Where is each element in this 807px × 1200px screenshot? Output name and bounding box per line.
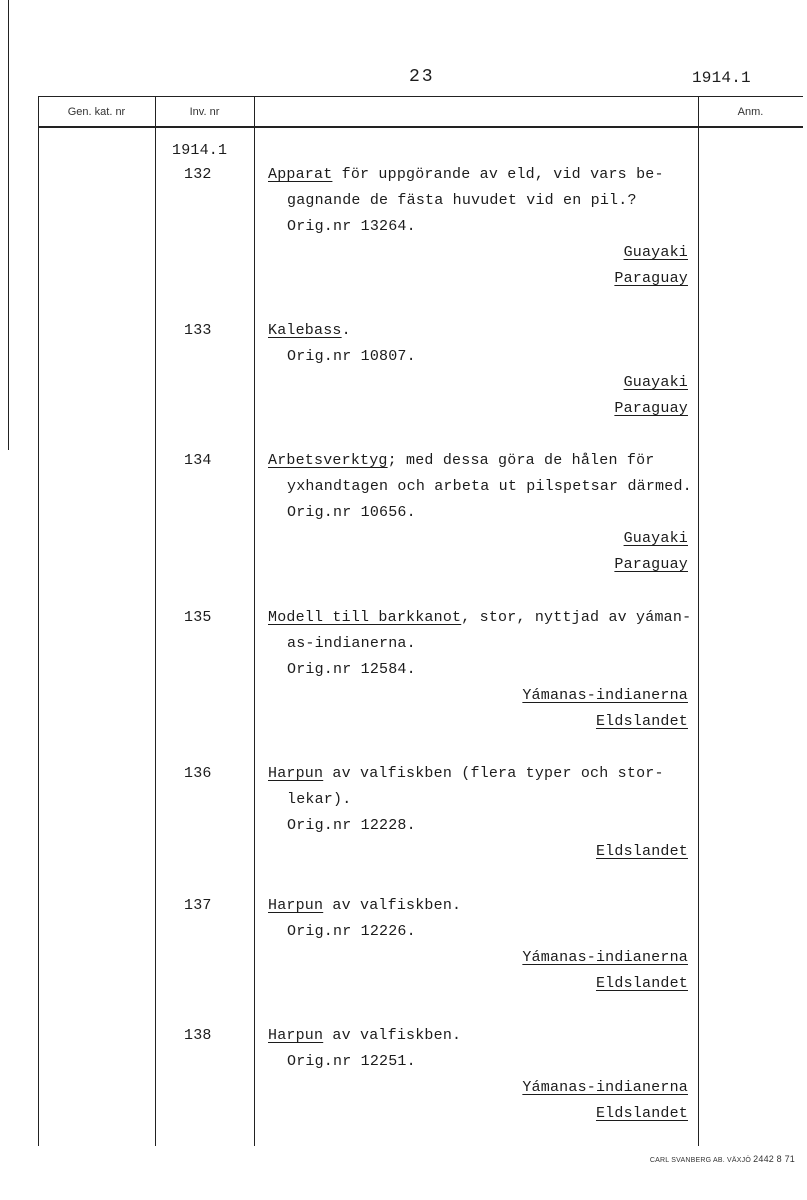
column-rule-3	[254, 96, 255, 1146]
inv-number: 137	[184, 897, 212, 914]
orig-number: Orig.nr 12226.	[287, 923, 416, 940]
page-number: 23	[409, 67, 435, 87]
orig-number: Orig.nr 12251.	[287, 1053, 416, 1070]
object-description: för uppgörande av eld, vid vars be-	[332, 166, 664, 183]
object-title: Arbetsverktyg	[268, 452, 388, 469]
object-description: av valfiskben.	[323, 897, 462, 914]
header-bottom-rule	[38, 126, 803, 128]
inv-number: 132	[184, 166, 212, 183]
orig-number: Orig.nr 12584.	[287, 661, 416, 678]
footer-form-no: 2442 8 71	[753, 1154, 795, 1164]
object-title: Harpun	[268, 1027, 324, 1044]
header-gen-kat-nr: Gen. kat. nr	[67, 106, 126, 118]
entry-first-line	[268, 605, 691, 631]
description-continuation: yxhandtagen och arbeta ut pilspetsar därmed.	[287, 478, 692, 495]
place-people: Guayaki	[623, 530, 688, 547]
header-top-rule	[38, 96, 803, 97]
description-continuation: lekar).	[287, 791, 352, 808]
object-title: Harpun	[268, 765, 324, 782]
orig-number: Orig.nr 10807.	[287, 348, 416, 365]
entry-first-line	[268, 761, 664, 787]
place-people: Guayaki	[623, 374, 688, 391]
orig-number: Orig.nr 13264.	[287, 218, 416, 235]
column-rule-1	[38, 96, 39, 1146]
object-description: , stor, nyttjad av yáman-	[461, 609, 692, 626]
entry-first-line	[268, 1023, 461, 1049]
object-description: ; med dessa göra de hålen för	[387, 452, 655, 469]
section-year: 1914.1	[172, 142, 228, 159]
page-year-code: 1914.1	[692, 69, 751, 87]
header-anm: Anm.	[737, 106, 764, 118]
entry-first-line	[268, 893, 461, 919]
object-title: Harpun	[268, 897, 324, 914]
place-people: Yámanas-indianerna	[522, 949, 688, 966]
inv-number: 136	[184, 765, 212, 782]
object-title: Apparat	[268, 166, 333, 183]
inv-number: 133	[184, 322, 212, 339]
entry-first-line	[268, 318, 351, 344]
object-description: av valfiskben (flera typer och stor-	[323, 765, 664, 782]
header-inv-nr: Inv. nr	[189, 106, 220, 118]
object-description: av valfiskben.	[323, 1027, 462, 1044]
place-region: Eldslandet	[595, 713, 688, 730]
column-rule-2	[155, 96, 156, 1146]
footer-printer: CARL SVANBERG AB. VÄXJÖ	[649, 1157, 751, 1164]
description-continuation: gagnande de fästa huvudet vid en pil.?	[287, 192, 637, 209]
place-people: Yámanas-indianerna	[522, 687, 688, 704]
place-region: Eldslandet	[595, 843, 688, 860]
inv-number: 135	[184, 609, 212, 626]
footer-imprint	[650, 1154, 795, 1164]
place-people: Guayaki	[623, 244, 688, 261]
description-continuation: as-indianerna.	[287, 635, 416, 652]
place-people: Yámanas-indianerna	[522, 1079, 688, 1096]
place-region: Eldslandet	[595, 975, 688, 992]
place-region: Eldslandet	[595, 1105, 688, 1122]
object-title: Kalebass	[268, 322, 342, 339]
entry-first-line	[268, 448, 654, 474]
place-region: Paraguay	[614, 270, 688, 287]
place-region: Paraguay	[614, 556, 688, 573]
left-margin-rule	[8, 0, 9, 450]
object-description: .	[341, 322, 351, 339]
place-region: Paraguay	[614, 400, 688, 417]
entry-first-line	[268, 162, 664, 188]
column-rule-4	[698, 96, 699, 1146]
object-title: Modell till barkkanot	[268, 609, 462, 626]
inv-number: 134	[184, 452, 212, 469]
orig-number: Orig.nr 10656.	[287, 504, 416, 521]
inv-number: 138	[184, 1027, 212, 1044]
orig-number: Orig.nr 12228.	[287, 817, 416, 834]
